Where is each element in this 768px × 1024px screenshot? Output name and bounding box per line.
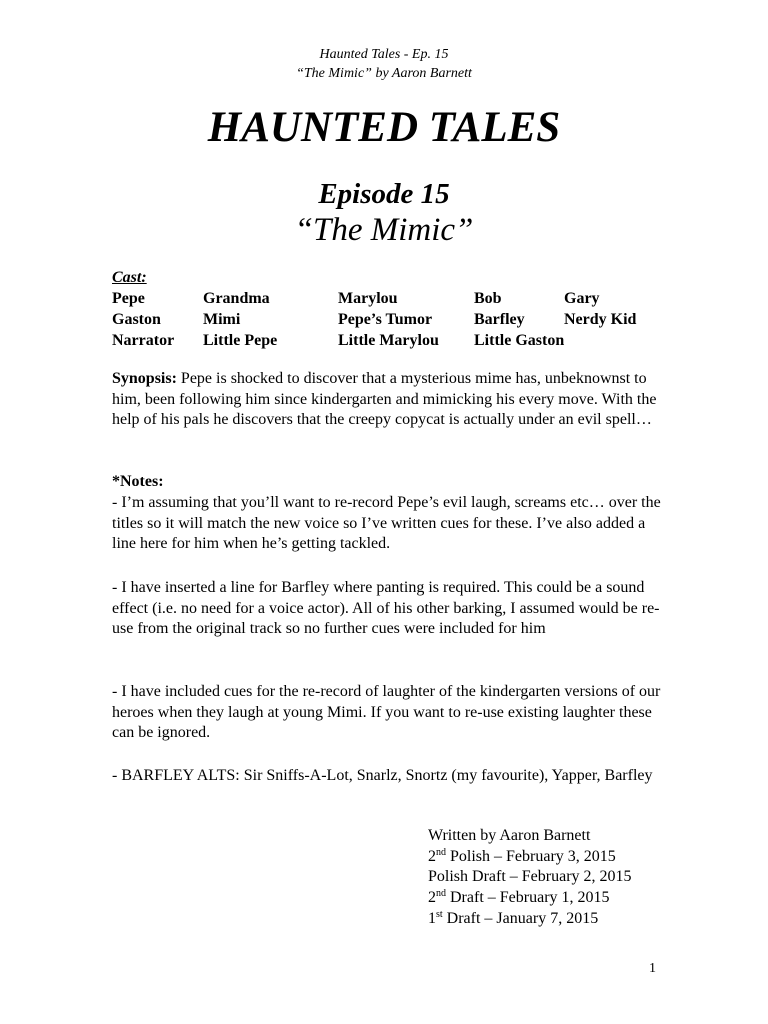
cast-member: Bob [474, 290, 502, 307]
cast-member: Narrator [112, 332, 175, 349]
cast-member: Little Gaston [474, 332, 565, 349]
cast-member: Gary [564, 290, 600, 307]
cast-row [112, 309, 672, 330]
cast-label: Cast: [112, 269, 147, 286]
note-item: - I’m assuming that you’ll want to re-record Pepe’s evil laugh, screams etc… over the titles so it will match the new voice so I’ve written cues for these. I’ve also added a line here for him when he’s getting tackled. [112, 494, 661, 552]
draft-line: 2nd Polish – February 3, 2015 [428, 846, 616, 865]
page-number: 1 [649, 961, 656, 976]
cast-member: Marylou [338, 290, 398, 307]
running-header-line2: “The Mimic” by Aaron Barnett [296, 66, 472, 81]
draft-line: 2nd Draft – February 1, 2015 [428, 888, 610, 907]
synopsis-text: Pepe is shocked to discover that a mysterious mime has, unbeknownst to him, been following him since kindergarten and mimicking his every move. With the help of his pals he discovers that the creepy copycat is actually under an evil spell… [112, 370, 657, 428]
cast-member: Little Pepe [203, 332, 278, 349]
cast-row [112, 330, 672, 351]
cast-member: Barfley [474, 311, 525, 328]
cast-member: Mimi [203, 311, 241, 328]
draft-line: 1st Draft – January 7, 2015 [428, 908, 599, 927]
synopsis-label: Synopsis: [112, 370, 177, 387]
credits-block [428, 826, 728, 930]
draft-line: Polish Draft – February 2, 2015 [428, 868, 632, 886]
cast-member: Pepe’s Tumor [338, 311, 433, 328]
cast-row [112, 288, 672, 309]
notes-label: *Notes: [112, 473, 164, 490]
synopsis-paragraph [112, 369, 672, 431]
episode-title: “The Mimic” [294, 212, 474, 248]
note-item: - BARFLEY ALTS: Sir Sniffs-A-Lot, Snarlz, Snortz (my favourite), Yapper, Barfley [112, 767, 653, 784]
cast-member: Nerdy Kid [564, 311, 637, 328]
document-title: HAUNTED TALES [207, 104, 561, 151]
cast-member: Pepe [112, 290, 145, 307]
written-by: Written by Aaron Barnett [428, 827, 591, 844]
cast-member: Gaston [112, 311, 161, 328]
cast-member: Little Marylou [338, 332, 439, 349]
note-item: - I have included cues for the re-record of laughter of the kindergarten versions of our heroes when they laugh at young Mimi. If you want to re-use existing laughter these can be ignored. [112, 683, 661, 741]
episode-number: Episode 15 [318, 178, 450, 210]
cast-member: Grandma [203, 290, 270, 307]
running-header-line1: Haunted Tales - Ep. 15 [319, 47, 449, 62]
note-item: - I have inserted a line for Barfley where panting is required. This could be a sound effect (i.e. no need for a voice actor). All of his other barking, I assumed would be re-use from the original track so no further cues were included for him [112, 579, 660, 637]
